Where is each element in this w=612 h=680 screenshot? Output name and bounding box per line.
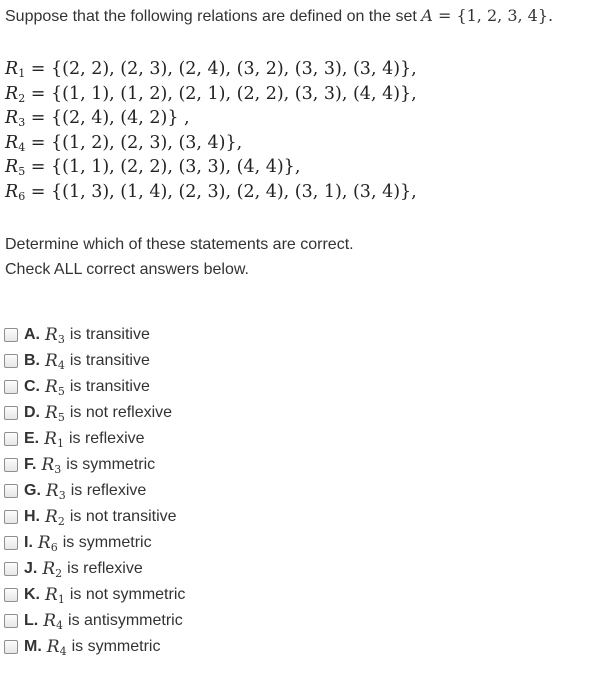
instruction-line-1: Determine which of these statements are correct. — [5, 236, 354, 253]
checkbox[interactable] — [4, 354, 18, 368]
option-text: is not transitive — [69, 508, 177, 525]
option-letter: D. — [24, 404, 40, 421]
option-relation — [38, 533, 58, 553]
option-letter: A. — [24, 326, 40, 343]
relation-index: 1 — [18, 67, 26, 80]
option-text: is antisymmetric — [68, 612, 183, 629]
option-index: 3 — [54, 463, 62, 476]
checkbox[interactable] — [4, 588, 18, 602]
option-relation — [41, 455, 61, 475]
option-text: is not symmetric — [69, 586, 186, 603]
option-index: 4 — [56, 619, 64, 632]
option-text: is reflexive — [67, 560, 143, 577]
option-letter: H. — [24, 508, 40, 525]
relation-symbol: R — [5, 132, 19, 153]
option-letter: E. — [24, 430, 40, 447]
option-letter: K. — [24, 586, 40, 603]
option-relation — [46, 481, 66, 501]
relation-r6 — [5, 180, 417, 205]
option-index: 5 — [57, 385, 65, 398]
option-index: 3 — [58, 489, 66, 502]
option-relation — [47, 637, 67, 657]
option-text: is reflexive — [70, 482, 147, 499]
intro-text: Suppose that the following relations are defined on the set — [5, 8, 417, 25]
relation-symbol: R — [5, 157, 19, 177]
checkbox[interactable] — [4, 328, 18, 342]
option-index: 4 — [57, 359, 65, 372]
option-letter: M. — [24, 638, 42, 655]
option-symbol: R — [45, 507, 58, 527]
option-text: is transitive — [69, 378, 150, 395]
option-c[interactable] — [4, 374, 185, 400]
checkbox[interactable] — [4, 432, 18, 446]
option-index: 6 — [50, 541, 58, 554]
option-text: is symmetric — [66, 456, 156, 473]
relation-index: 5 — [18, 165, 26, 178]
checkbox[interactable] — [4, 614, 18, 628]
option-index: 3 — [57, 333, 65, 346]
option-text: is not reflexive — [69, 404, 173, 421]
option-relation — [45, 507, 65, 527]
relation-r1 — [5, 57, 417, 82]
option-index: 5 — [57, 411, 65, 424]
checkbox[interactable] — [4, 406, 18, 420]
relation-r3 — [5, 106, 417, 131]
option-letter: I. — [24, 534, 33, 551]
option-j[interactable] — [4, 556, 185, 582]
option-k[interactable] — [4, 582, 185, 608]
option-symbol: R — [42, 559, 56, 579]
option-symbol: R — [45, 377, 58, 397]
option-symbol: R — [37, 533, 51, 553]
checkbox[interactable] — [4, 484, 18, 498]
relation-index: 2 — [18, 91, 26, 105]
option-relation — [45, 325, 65, 345]
option-letter: C. — [24, 378, 40, 395]
option-l[interactable] — [4, 608, 185, 634]
option-relation — [45, 351, 65, 371]
relation-value: = {(1, 1), (2, 2), (3, 3), (4, 4)}, — [25, 157, 301, 177]
checkbox[interactable] — [4, 640, 18, 654]
option-symbol: R — [46, 637, 60, 657]
relation-value: = {(2, 4), (4, 2)} , — [25, 108, 190, 128]
option-index: 1 — [57, 593, 65, 606]
option-index: 2 — [55, 567, 63, 580]
option-index: 2 — [57, 515, 65, 528]
option-h[interactable] — [4, 504, 185, 530]
option-relation — [42, 559, 62, 579]
option-d[interactable] — [4, 400, 185, 426]
option-symbol: R — [45, 481, 59, 501]
checkbox[interactable] — [4, 536, 18, 550]
relations-list — [5, 57, 417, 204]
option-symbol: R — [43, 611, 57, 631]
checkbox[interactable] — [4, 562, 18, 576]
relation-symbol: R — [5, 181, 19, 202]
problem-intro — [5, 6, 553, 26]
set-symbol: A — [421, 6, 433, 25]
option-relation — [43, 611, 63, 631]
answer-options — [4, 322, 185, 660]
relation-index: 6 — [18, 189, 26, 203]
option-g[interactable] — [4, 478, 185, 504]
relation-value: = {(1, 2), (2, 3), (3, 4)}, — [25, 132, 243, 153]
relation-r4 — [5, 131, 417, 156]
option-text: is symmetric — [71, 638, 161, 655]
option-letter: G. — [24, 482, 41, 499]
option-symbol: R — [44, 429, 57, 449]
relation-index: 3 — [18, 116, 26, 129]
option-symbol: R — [45, 585, 58, 605]
option-symbol: R — [45, 325, 58, 345]
relation-value: = {(2, 2), (2, 3), (2, 4), (3, 2), (3, 3), (3, 4)}, — [25, 59, 417, 79]
option-letter: J. — [24, 560, 38, 577]
option-index: 1 — [56, 437, 64, 450]
instructions — [5, 232, 354, 282]
instruction-line-2: Check ALL correct answers below. — [5, 261, 249, 278]
checkbox[interactable] — [4, 510, 18, 524]
checkbox[interactable] — [4, 380, 18, 394]
relation-symbol: R — [5, 83, 19, 104]
relation-value: = {(1, 1), (1, 2), (2, 1), (2, 2), (3, 3), (4, 4)}, — [25, 83, 417, 104]
relation-symbol: R — [5, 108, 19, 128]
option-letter: F. — [24, 456, 37, 473]
relation-r2 — [5, 82, 417, 107]
option-m[interactable] — [4, 634, 185, 660]
option-e[interactable] — [4, 426, 185, 452]
option-i[interactable] — [4, 530, 185, 556]
option-relation — [45, 403, 65, 423]
relation-value: = {(1, 3), (1, 4), (2, 3), (2, 4), (3, 1), (3, 4)}, — [25, 181, 417, 202]
relation-symbol: R — [5, 59, 19, 79]
set-value: {1, 2, 3, 4}. — [456, 6, 554, 25]
relation-index: 4 — [18, 140, 26, 154]
option-text: is transitive — [69, 326, 150, 343]
option-relation — [44, 429, 64, 449]
checkbox[interactable] — [4, 458, 18, 472]
option-text: is transitive — [69, 352, 150, 369]
option-text: is symmetric — [62, 534, 152, 551]
option-f[interactable] — [4, 452, 185, 478]
option-relation — [45, 377, 65, 397]
option-relation — [45, 585, 65, 605]
option-symbol: R — [45, 403, 58, 423]
set-equals: = — [432, 6, 457, 25]
option-letter: L. — [24, 612, 39, 629]
option-b[interactable] — [4, 348, 185, 374]
option-a[interactable] — [4, 322, 185, 348]
option-symbol: R — [45, 351, 58, 371]
option-text: is reflexive — [68, 430, 145, 447]
option-symbol: R — [41, 455, 55, 475]
option-letter: B. — [24, 352, 40, 369]
option-index: 4 — [59, 645, 67, 658]
relation-r5 — [5, 155, 417, 180]
